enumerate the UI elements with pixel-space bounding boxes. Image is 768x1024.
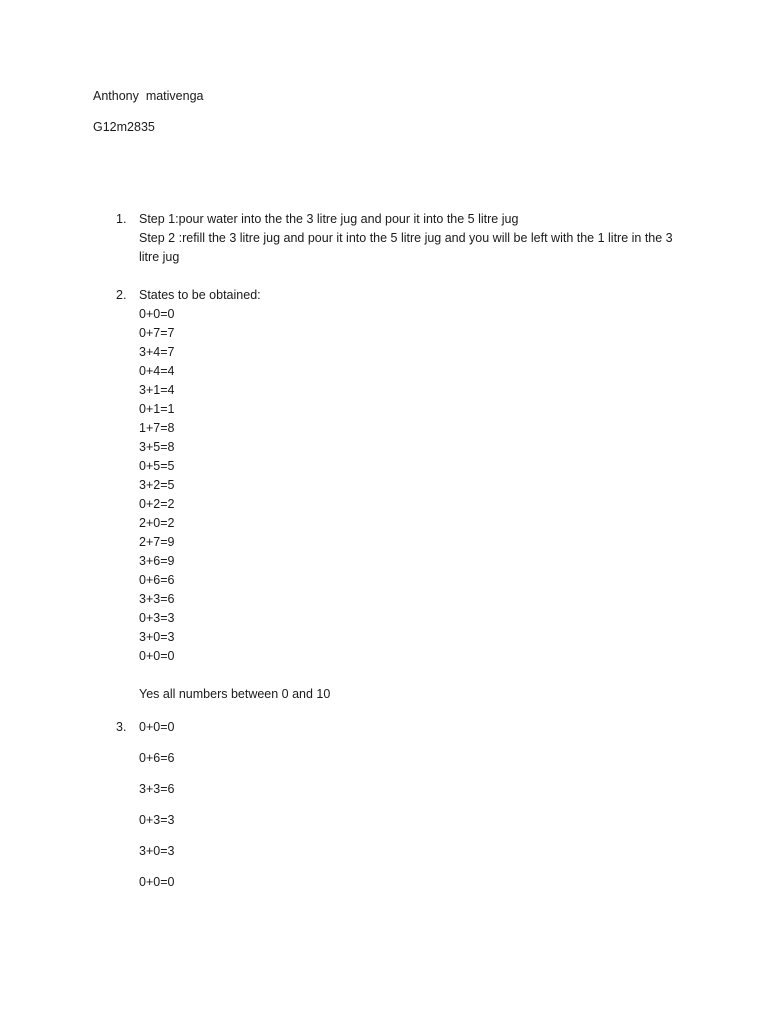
state-line: 0+7=7 <box>139 326 175 340</box>
state-line: 3+5=8 <box>139 440 175 454</box>
conclusion-text: Yes all numbers between 0 and 10 <box>139 687 331 701</box>
answer-body <box>139 718 679 904</box>
step-2-text: Step 2 :refill the 3 litre jug and pour it into the 5 litre jug and you will be left with the 1 litre in the 3 litre jug <box>139 231 673 264</box>
state-line: 0+1=1 <box>139 402 175 416</box>
state-line: 3+2=5 <box>139 478 175 492</box>
author-name: Anthony mativenga <box>93 89 204 103</box>
state-line: 0+4=4 <box>139 364 175 378</box>
state-line: 0+5=5 <box>139 459 175 473</box>
state-line: 2+7=9 <box>139 535 175 549</box>
state-line: 1+7=8 <box>139 421 175 435</box>
states-heading: States to be obtained: <box>139 288 261 302</box>
state-line: 3+3=6 <box>139 782 175 796</box>
step-1-text: Step 1:pour water into the the 3 litre jug and pour it into the 5 litre jug <box>139 212 519 226</box>
answer-number: 2. <box>116 288 127 302</box>
state-line: 2+0=2 <box>139 516 175 530</box>
state-line: 0+0=0 <box>139 307 175 321</box>
state-line: 0+0=0 <box>139 649 175 663</box>
state-line: 0+0=0 <box>139 720 175 734</box>
state-line: 3+1=4 <box>139 383 175 397</box>
state-line: 3+3=6 <box>139 592 175 606</box>
state-line: 0+3=3 <box>139 611 175 625</box>
state-line: 0+6=6 <box>139 751 175 765</box>
state-line: 0+0=0 <box>139 875 175 889</box>
state-line: 0+2=2 <box>139 497 175 511</box>
answer-number: 1. <box>116 212 127 226</box>
blank-line <box>139 666 679 685</box>
student-id: G12m2835 <box>93 120 155 134</box>
state-line: 3+6=9 <box>139 554 175 568</box>
state-line: 3+0=3 <box>139 844 175 858</box>
answer-body <box>139 210 679 267</box>
state-line: 0+6=6 <box>139 573 175 587</box>
state-line: 3+4=7 <box>139 345 175 359</box>
answer-number: 3. <box>116 720 127 734</box>
state-line: 3+0=3 <box>139 630 175 644</box>
state-line: 0+3=3 <box>139 813 175 827</box>
answer-body <box>139 286 679 704</box>
